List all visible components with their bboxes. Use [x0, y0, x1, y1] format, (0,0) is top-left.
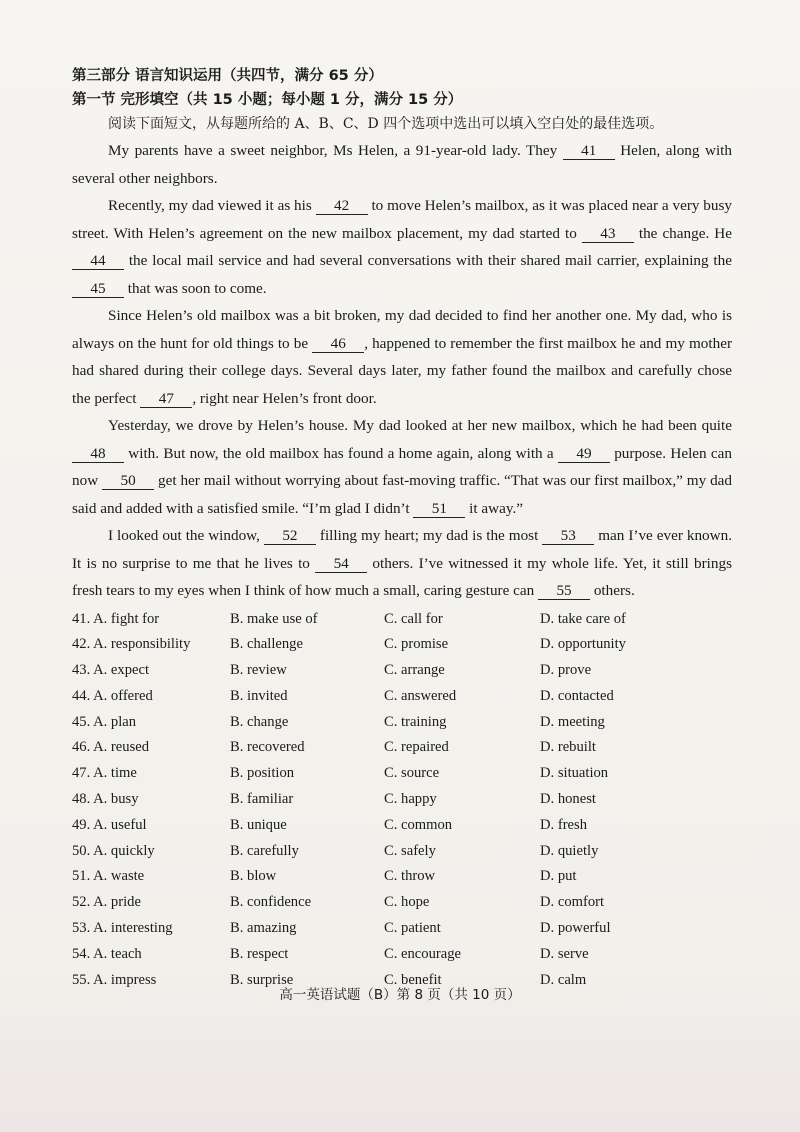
blank-51: 51 [413, 501, 465, 518]
option-b: B. challenge [230, 636, 303, 653]
option-row [72, 735, 732, 761]
option-d: D. fresh [540, 816, 588, 833]
option-a [72, 632, 230, 658]
option-d: D. quietly [540, 842, 599, 859]
blank-42: 42 [316, 198, 368, 215]
blank-52: 52 [264, 528, 316, 545]
option-row [72, 864, 732, 890]
passage-paragraph [72, 302, 732, 412]
option-row [72, 710, 732, 736]
option-b: B. review [230, 662, 287, 679]
option-a [72, 710, 230, 736]
option-row [72, 761, 732, 787]
blank-49: 49 [558, 446, 610, 463]
option-c: C. training [384, 713, 447, 730]
passage-text: get her mail without worrying about fast-moving traffic. “That was our first mailbox,” my dad said and added with a satisfied smile. “I’m glad I didn’t [72, 472, 733, 517]
option-b: B. make use of [230, 610, 318, 627]
option-a-text: A. reused [93, 739, 150, 756]
option-b: B. confidence [230, 894, 312, 911]
option-row [72, 839, 732, 865]
passage-text: My parents have a sweet neighbor, Ms Helen, a 91-year-old lady. They [108, 142, 563, 159]
option-b: B. unique [230, 816, 287, 833]
blank-55: 55 [538, 583, 590, 600]
option-a-text: A. pride [93, 894, 141, 911]
option-a [72, 607, 230, 633]
passage-text: , right near Helen’s front door. [192, 389, 377, 407]
passage-text: , happened to remember the first mailbox he and my mother had shared during their college days. Several days later, my father found the mailbox and carefully chose the perfect [72, 334, 733, 407]
option-d: D. prove [540, 662, 592, 679]
option-b: B. surprise [230, 971, 294, 988]
blank-41: 41 [563, 143, 615, 160]
option-a-text: A. time [93, 765, 137, 782]
question-number: 54. [72, 945, 91, 962]
option-row [72, 813, 732, 839]
option-d: D. put [540, 868, 577, 885]
blank-44: 44 [72, 253, 124, 270]
option-c: C. throw [384, 868, 436, 885]
option-a [72, 761, 230, 787]
instruction-text: 阅读下面短文，从每题所给的 A、B、C、D 四个选项中选出可以填入空白处的最佳选项。 [108, 116, 664, 132]
option-a [72, 684, 230, 710]
option-c: C. answered [384, 687, 457, 704]
question-number: 43. [72, 662, 91, 679]
question-number: 53. [72, 920, 91, 937]
question-number: 42. [72, 636, 91, 653]
page-footer: 高一英语试题（B）第 8 页（共 10 页） [279, 987, 521, 1003]
blank-48: 48 [72, 446, 124, 463]
question-number: 49. [72, 816, 91, 833]
question-number: 45. [72, 713, 91, 730]
passage-paragraph [72, 192, 732, 302]
option-row [72, 942, 732, 968]
option-a [72, 787, 230, 813]
option-b: B. recovered [230, 739, 305, 756]
passage-text: the change. He [633, 224, 732, 242]
blank-50: 50 [102, 473, 154, 490]
question-number: 50. [72, 842, 91, 859]
option-a-text: A. waste [93, 868, 145, 885]
option-row [72, 632, 732, 658]
question-number: 41. [72, 610, 91, 627]
option-d: D. serve [540, 945, 589, 962]
option-a-text: A. expect [93, 662, 150, 679]
passage-paragraph [72, 522, 732, 605]
option-d: D. meeting [540, 713, 605, 730]
passage-text: Recently, my dad viewed it as his [108, 197, 316, 214]
exam-content [72, 64, 732, 993]
option-c: C. safely [384, 842, 436, 859]
option-d: D. honest [540, 791, 596, 808]
question-number: 46. [72, 739, 91, 756]
subsection-title: 第一节 完形填空（共 15 小题；每小题 1 分，满分 15 分） [72, 92, 463, 108]
option-b: B. invited [230, 687, 288, 704]
passage-text: with. But now, the old mailbox has found a home again, along with a [124, 444, 558, 462]
passage-text: others. [590, 582, 635, 599]
section-title: 第三部分 语言知识运用（共四节，满分 65 分） [72, 68, 383, 84]
passage-text: I looked out the window, [108, 527, 264, 544]
option-b: B. amazing [230, 920, 297, 937]
option-a-text: A. useful [93, 816, 147, 833]
passage-text: purpose. Helen can now [72, 444, 732, 489]
option-a-text: A. interesting [93, 920, 173, 937]
blank-54: 54 [315, 556, 367, 573]
passage-paragraph [72, 412, 732, 522]
blank-53: 53 [542, 528, 594, 545]
option-a [72, 916, 230, 942]
option-b: B. position [230, 765, 295, 782]
option-a [72, 813, 230, 839]
question-number: 47. [72, 765, 91, 782]
option-b: B. blow [230, 868, 277, 885]
answer-options [72, 607, 732, 994]
option-row [72, 607, 732, 633]
question-number: 52. [72, 894, 91, 911]
option-row [72, 658, 732, 684]
option-b: B. familiar [230, 791, 294, 808]
option-b: B. carefully [230, 842, 299, 859]
option-c: C. arrange [384, 662, 445, 679]
passage-text: Yesterday, we drove by Helen’s house. My dad looked at her new mailbox, which he had been quite [108, 417, 732, 434]
option-d: D. situation [540, 765, 609, 782]
option-row [72, 890, 732, 916]
option-d: D. opportunity [540, 636, 626, 653]
question-number: 51. [72, 868, 91, 885]
option-a-text: A. impress [93, 971, 157, 988]
blank-46: 46 [312, 336, 364, 353]
option-a-text: A. offered [93, 687, 153, 704]
option-a-text: A. teach [93, 945, 142, 962]
option-c: C. benefit [384, 971, 442, 988]
option-b: B. respect [230, 945, 289, 962]
passage-text: filling my heart; my dad is the most [315, 527, 543, 544]
option-d: D. rebuilt [540, 739, 596, 756]
option-d: D. powerful [540, 920, 611, 937]
option-c: C. source [384, 765, 440, 782]
option-c: C. hope [384, 894, 430, 911]
option-c: C. encourage [384, 945, 461, 962]
option-c: C. repaired [384, 739, 449, 756]
option-a [72, 839, 230, 865]
question-number: 44. [72, 687, 91, 704]
passage-paragraph [72, 137, 732, 192]
option-a [72, 735, 230, 761]
question-number: 48. [72, 791, 91, 808]
passage-text: Since Helen’s old mailbox was a bit broken, my dad decided to find her another one. My dad, who is always on the hunt for old things to be [72, 307, 732, 352]
option-a [72, 890, 230, 916]
passage-text: man I’ve ever known. It is no surprise to me that he lives to [72, 527, 732, 572]
option-a [72, 658, 230, 684]
passage-text: Helen, along with several other neighbors. [72, 142, 732, 187]
cloze-passage [72, 137, 732, 605]
option-a [72, 864, 230, 890]
option-a-text: A. fight for [93, 610, 160, 627]
option-c: C. happy [384, 791, 437, 808]
option-row [72, 684, 732, 710]
option-c: C. call for [384, 610, 443, 627]
blank-47: 47 [140, 391, 192, 408]
passage-text: to move Helen’s mailbox, as it was placed near a very busy street. With Helen’s agreement on the new mailbox placement, my dad started to [72, 197, 733, 242]
passage-text: the local mail service and had several conversations with their shared mail carrier, explaining the [124, 252, 732, 269]
blank-43: 43 [582, 226, 634, 243]
option-c: C. common [384, 816, 453, 833]
option-d: D. calm [540, 971, 587, 988]
question-number: 55. [72, 971, 91, 988]
option-d: D. take care of [540, 610, 626, 627]
option-a [72, 942, 230, 968]
option-row [72, 916, 732, 942]
option-c: C. promise [384, 636, 449, 653]
option-d: D. contacted [540, 687, 614, 704]
passage-text: others. I’ve witnessed it my whole life. Yet, it still brings fresh tears to my eyes when I think of how much a small, caring gesture can [72, 554, 732, 599]
option-a-text: A. quickly [93, 842, 155, 859]
option-a-text: A. plan [93, 713, 137, 730]
option-a-text: A. responsibility [93, 636, 191, 653]
passage-text: it away.” [465, 499, 523, 517]
option-a-text: A. busy [93, 791, 139, 808]
option-c: C. patient [384, 920, 441, 937]
passage-text: that was soon to come. [124, 279, 267, 297]
blank-45: 45 [72, 281, 124, 298]
option-b: B. change [230, 713, 289, 730]
option-d: D. comfort [540, 894, 605, 911]
option-row [72, 787, 732, 813]
